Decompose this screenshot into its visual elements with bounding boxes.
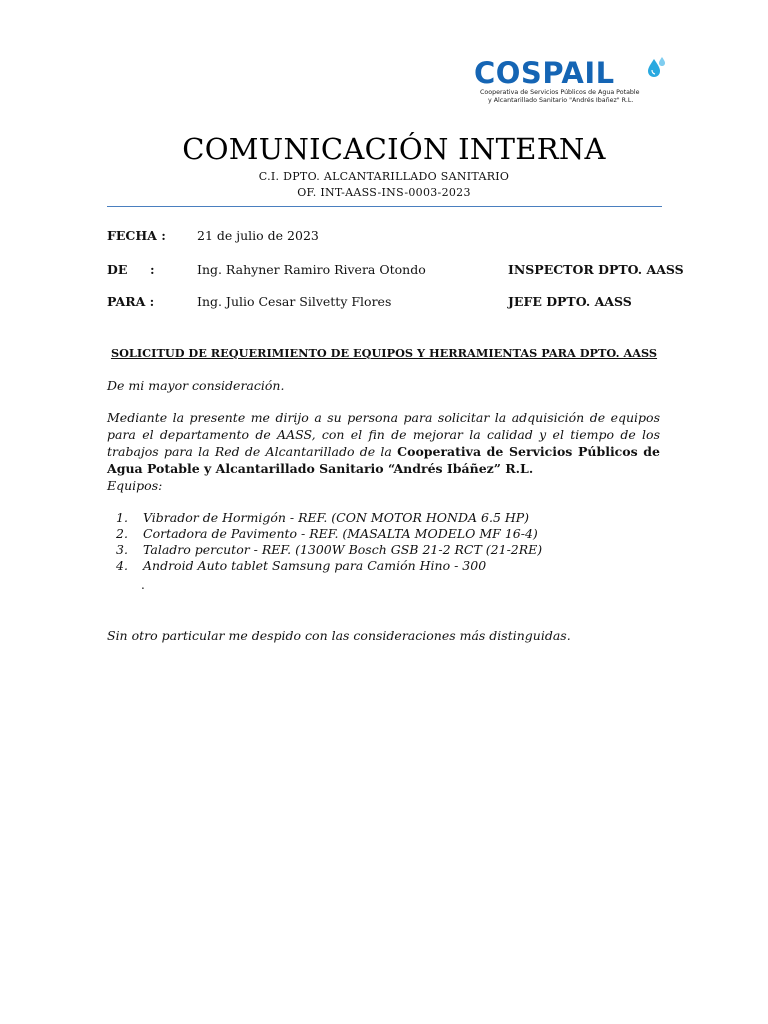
reference-number: OF. INT-AASS-INS-0003-2023 <box>297 186 471 199</box>
greeting: De mi mayor consideración. <box>107 378 285 393</box>
cospail-logo <box>472 56 672 106</box>
logo-subtitle-line1: Cooperativa de Servicios Públicos de Agua Potable <box>480 89 640 96</box>
list-item-number: 3. <box>116 542 128 557</box>
to-value: Ing. Julio Cesar Silvetty Flores <box>197 294 392 309</box>
list-item-text: Vibrador de Hormigón - REF. (CON MOTOR HONDA 6.5 HP) <box>143 510 530 525</box>
department-line: C.I. DPTO. ALCANTARILLADO SANITARIO <box>258 170 510 183</box>
from-role: INSPECTOR DPTO. AASS <box>508 262 684 277</box>
list-item-text: Android Auto tablet Samsung para Camión Hino - 300 <box>143 558 487 573</box>
list-item-text: Taladro percutor - REF. (1300W Bosch GSB 21-2 RCT (21-2RE) <box>143 542 543 557</box>
closing-line: Sin otro particular me despido con las consideraciones más distinguidas. <box>107 628 571 643</box>
list-item-number: 1. <box>116 510 128 525</box>
list-item-text: Cortadora de Pavimento - REF. (MASALTA MODELO MF 16-4) <box>143 526 538 541</box>
body-paragraph <box>107 409 660 477</box>
date-label: FECHA : <box>107 228 166 243</box>
trailing-dot: . <box>141 578 145 592</box>
equipment-label: Equipos: <box>107 478 163 493</box>
body-paragraph-text: Mediante la presente me dirijo a su persona para solicitar la adquisición de equipos para el departamento de AASS, con el fin de mejorar la calidad y el tiempo de los trabajos para la Red de Alcantarillado de la <box>107 410 660 459</box>
date-value: 21 de julio de 2023 <box>197 228 319 243</box>
to-role: JEFE DPTO. AASS <box>508 294 632 309</box>
header-divider <box>107 206 662 207</box>
from-label: DE <box>107 262 128 277</box>
water-drop-icon <box>644 56 668 82</box>
cooperative-name: Cooperativa de Servicios Públicos de Agua Potable y Alcantarillado Sanitario “Andrés Ibáñez” R.L. <box>107 444 661 476</box>
subject-line: SOLICITUD DE REQUERIMIENTO DE EQUIPOS Y HERRAMIENTAS PARA DPTO. AASS <box>110 346 658 360</box>
from-value: Ing. Rahyner Ramiro Rivera Otondo <box>197 262 426 277</box>
from-colon: : <box>150 262 155 277</box>
logo-subtitle-line2: y Alcantarillado Sanitario "Andrés Ibañez" R.L. <box>488 97 634 104</box>
to-label: PARA : <box>107 294 155 309</box>
list-item-number: 4. <box>116 558 128 573</box>
document-title: COMUNICACIÓN INTERNA <box>182 132 606 166</box>
logo-wordmark: COSPAIL <box>474 56 615 90</box>
logo-subtitle <box>480 89 670 105</box>
list-item-number: 2. <box>116 526 128 541</box>
